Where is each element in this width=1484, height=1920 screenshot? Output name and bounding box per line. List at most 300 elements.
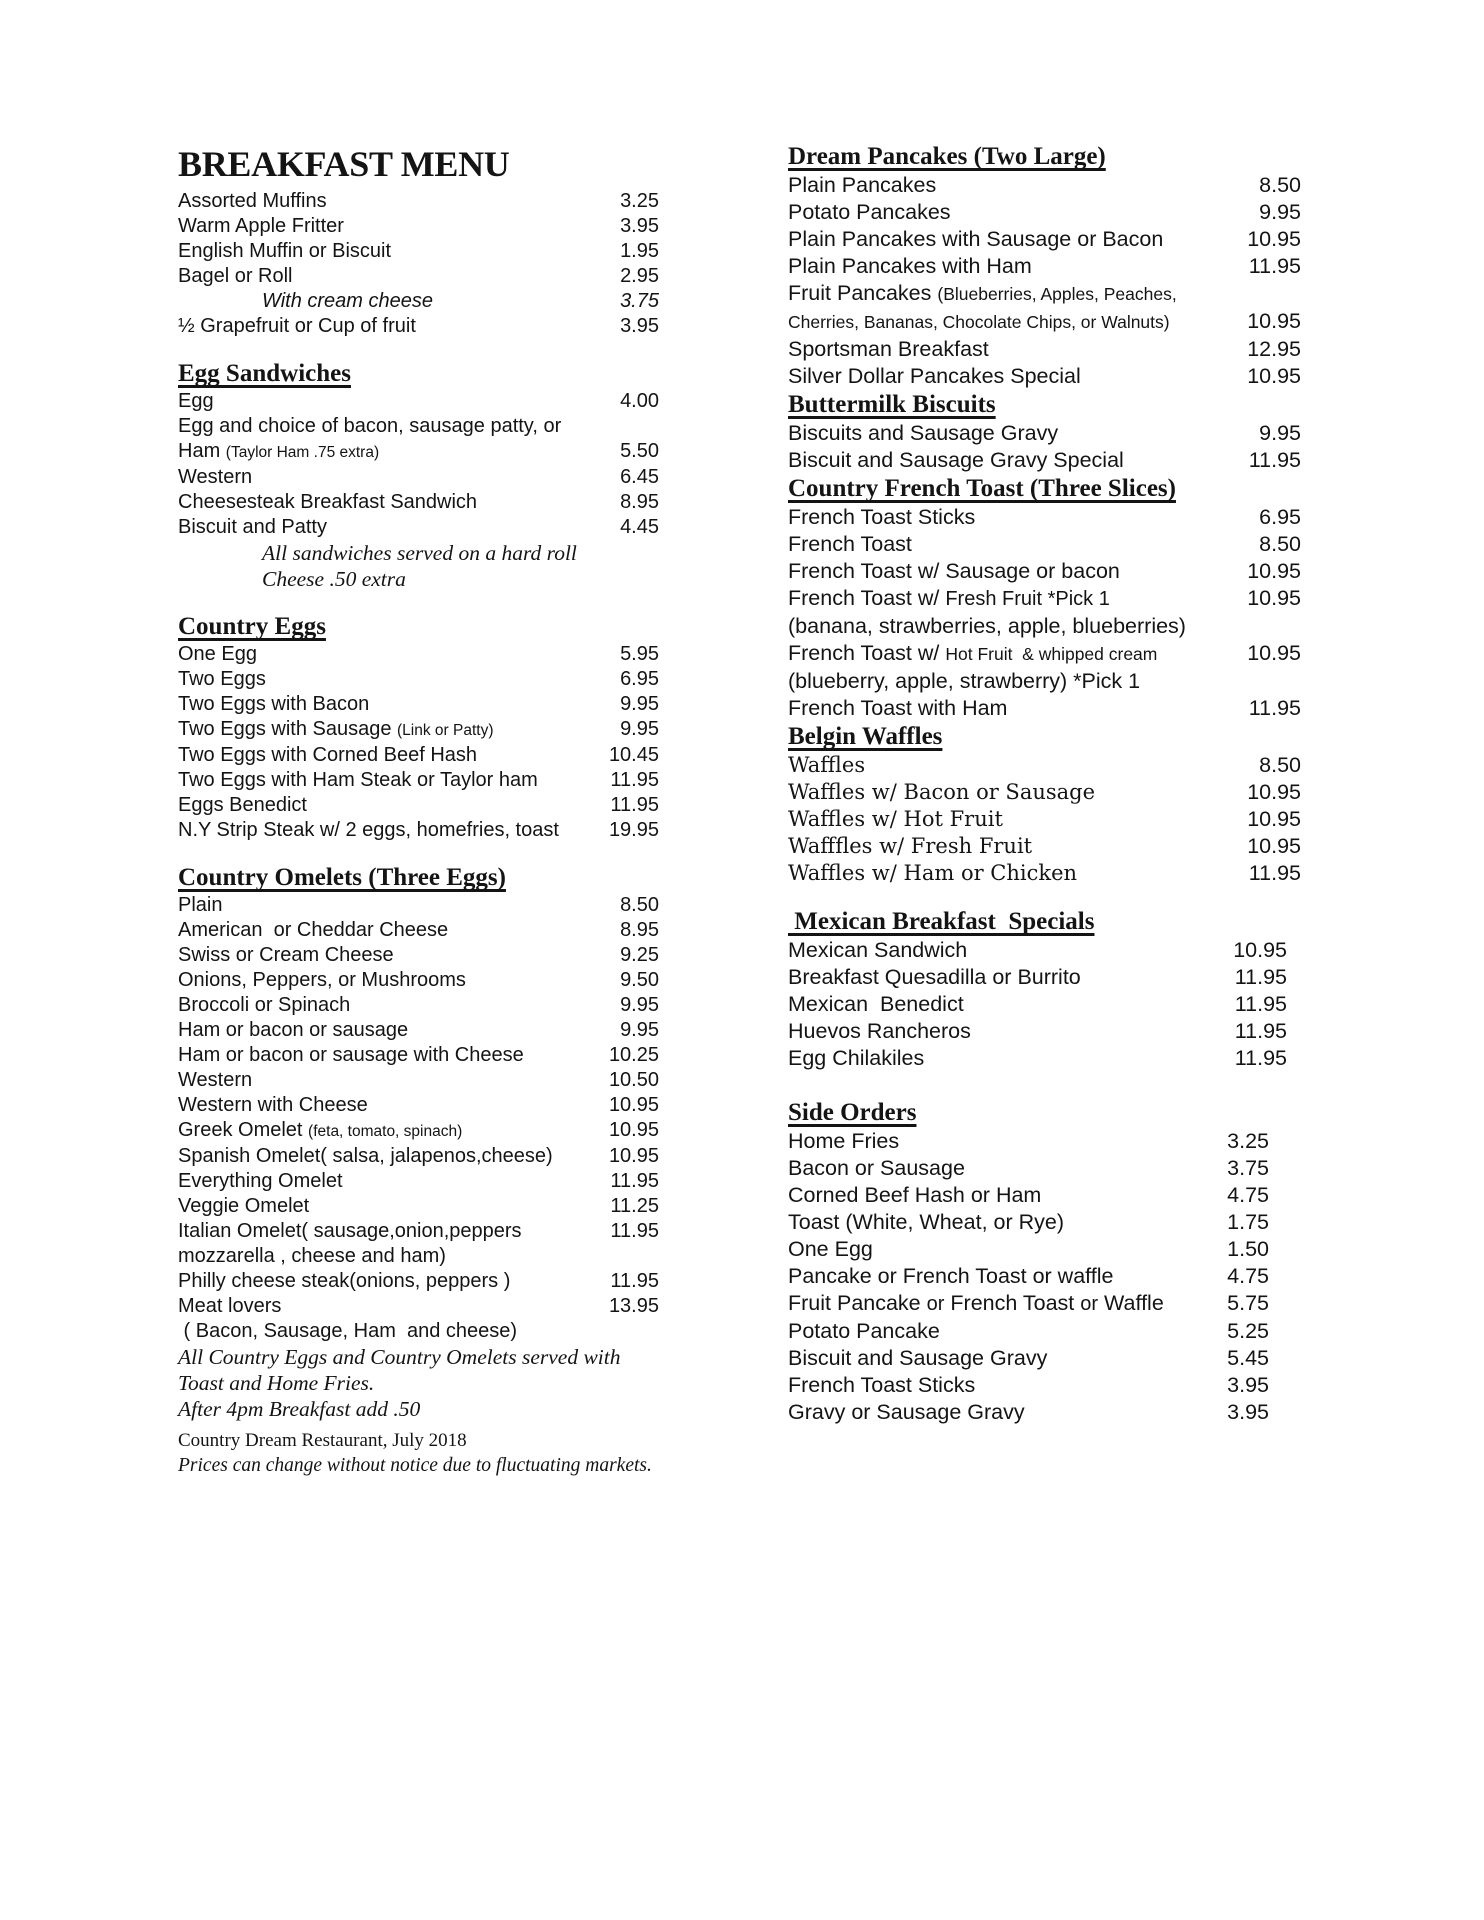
- item-name-text: Pancake or French Toast or waffle: [788, 1264, 1114, 1288]
- item-name-text: Two Eggs: [178, 668, 266, 690]
- menu-section: [788, 474, 1301, 722]
- item-price: 4.75: [1227, 1264, 1269, 1288]
- item-name: [788, 531, 912, 558]
- column-left: [178, 145, 659, 1422]
- item-name: [262, 566, 406, 592]
- item-price: 11.95: [1234, 1019, 1287, 1043]
- item-name: [788, 1018, 971, 1045]
- menu-item-row: [178, 1043, 659, 1068]
- item-name-text: Biscuit and Sausage Gravy Special: [788, 448, 1124, 472]
- menu-item-row: [178, 439, 659, 465]
- item-name-text: Waffles w/ Hot Fruit: [788, 807, 1003, 831]
- item-name-text: French Toast w/ Sausage or bacon: [788, 559, 1120, 583]
- menu-section: [788, 722, 1301, 887]
- menu-item-row: [178, 1093, 659, 1118]
- item-name-text: ½ Grapefruit or Cup of fruit: [178, 315, 416, 337]
- item-price: 4.75: [1227, 1183, 1269, 1207]
- item-name-text: Waffle: [1098, 1291, 1164, 1315]
- item-name: [178, 1194, 309, 1219]
- menu-item-row: [788, 199, 1301, 226]
- menu-item-row: [788, 640, 1301, 668]
- item-price: 10.95: [608, 1145, 659, 1167]
- menu-item-row: [178, 566, 659, 592]
- item-price: 5.45: [1227, 1346, 1269, 1370]
- item-name-text: Spanish Omelet( salsa, jalapenos,cheese): [178, 1145, 553, 1167]
- menu-item-row: [788, 806, 1301, 833]
- menu-item-row: [178, 389, 659, 414]
- menu-item-row: [788, 779, 1301, 806]
- item-price: 9.25: [620, 944, 659, 966]
- item-price: 10.95: [1247, 834, 1301, 858]
- item-name-text: Eggs Benedict: [178, 794, 307, 816]
- section-heading: [788, 1098, 1301, 1128]
- item-price: 11.95: [610, 1220, 659, 1242]
- menu-section: [788, 390, 1301, 474]
- item-price: 3.75: [620, 290, 659, 312]
- item-name-text: French Toast Sticks: [788, 1373, 976, 1397]
- menu-item-row: [178, 1319, 659, 1344]
- item-name: [178, 1169, 343, 1194]
- menu-item-row: [788, 937, 1301, 964]
- item-name-text: Warm Apple Fritter: [178, 215, 344, 237]
- item-price: 11.95: [1248, 254, 1301, 278]
- menu-item-row: [788, 363, 1301, 390]
- menu-item-row: [788, 447, 1301, 474]
- menu-item-row: [788, 226, 1301, 253]
- menu-item-row: [788, 308, 1301, 336]
- item-price: 4.00: [620, 390, 659, 412]
- item-name-text: Fruit Pancakes: [788, 281, 938, 305]
- item-name-text: Ham or bacon or sausage with Cheese: [178, 1044, 524, 1066]
- item-name-text: Everything Omelet: [178, 1170, 343, 1192]
- section-heading-text: Country Eggs: [178, 613, 326, 640]
- item-name-detail: (Taylor Ham .75 extra): [225, 444, 380, 461]
- menu-section: [178, 863, 659, 1422]
- menu-item-row: [788, 1236, 1301, 1263]
- item-price: 5.25: [1227, 1319, 1269, 1343]
- item-name-text: Waffles: [788, 753, 866, 777]
- item-name: [178, 1018, 408, 1043]
- item-name-detail: (Link or Patty): [397, 722, 494, 739]
- item-name-text: English Muffin or Biscuit: [178, 240, 392, 262]
- item-name: [178, 943, 394, 968]
- menu-item-row: [788, 1182, 1301, 1209]
- item-name-text: Greek Omelet: [178, 1119, 309, 1141]
- item-name: [178, 1294, 281, 1319]
- item-name: [178, 264, 293, 289]
- item-name-text: French Toast w/: [788, 641, 946, 665]
- item-price: 11.95: [1248, 696, 1301, 720]
- item-name-text: Toast (White, Wheat, or Rye): [788, 1210, 1064, 1234]
- item-name-text: Mexican Sandwich: [788, 938, 968, 962]
- menu-item-row: [178, 465, 659, 490]
- item-name-text: Assorted Muffins: [178, 190, 327, 212]
- item-name-text: Potato Pancakes: [788, 200, 951, 224]
- item-name-text: Meat lovers: [178, 1295, 282, 1317]
- item-price: 3.25: [1227, 1129, 1269, 1153]
- menu-item-row: [178, 189, 659, 214]
- item-name-detail: or: [926, 1293, 945, 1315]
- menu-item-row: [788, 860, 1301, 887]
- item-name-text: Corned Beef Hash or Ham: [788, 1183, 1042, 1207]
- item-price: 11.95: [610, 769, 659, 791]
- menu-item-row: [178, 515, 659, 540]
- menu-item-row: [788, 280, 1301, 308]
- item-name-text: Two Eggs with Sausage: [178, 718, 398, 740]
- item-price: 11.95: [1248, 448, 1301, 472]
- item-name-text: Western: [178, 466, 253, 488]
- item-price: 10.95: [1247, 364, 1301, 388]
- item-name-text: Biscuits and Sausage Gravy: [788, 421, 1059, 445]
- menu-item-row: [178, 717, 659, 743]
- menu-item-row: [178, 793, 659, 818]
- item-name-text: Huevos Rancheros: [788, 1019, 971, 1043]
- item-price: 8.50: [1259, 532, 1301, 556]
- item-price: 10.95: [608, 1094, 659, 1116]
- item-name-text: Italian Omelet( sausage,onion,peppers: [178, 1220, 522, 1242]
- section-heading-text: Egg Sandwiches: [178, 360, 351, 387]
- menu-item-row: [178, 943, 659, 968]
- item-name: [788, 226, 1163, 253]
- item-name: [178, 1319, 517, 1344]
- item-price: 6.95: [1259, 505, 1301, 529]
- menu-item-row: [178, 667, 659, 692]
- item-name-text: One Egg: [788, 1237, 873, 1261]
- item-name-text: Ham or bacon or sausage: [178, 1019, 409, 1041]
- menu-item-row: [178, 692, 659, 717]
- item-name: [178, 793, 307, 818]
- item-price: 9.95: [620, 1019, 659, 1041]
- item-price: 11.95: [1248, 861, 1301, 885]
- item-name: [788, 504, 975, 531]
- menu-item-row: [178, 1219, 659, 1244]
- item-name-text: Bagel or Roll: [178, 265, 293, 287]
- menu-item-row: [788, 1263, 1301, 1290]
- item-name-text: Bacon or Sausage: [788, 1156, 965, 1180]
- menu-item-row: [178, 1068, 659, 1093]
- item-name: [788, 937, 967, 964]
- item-name-text: Onions, Peppers, or Mushrooms: [178, 969, 466, 991]
- item-name: [178, 667, 266, 692]
- menu-item-row: [788, 833, 1301, 860]
- item-name: [788, 280, 1177, 308]
- item-name: [788, 1045, 924, 1072]
- item-name: [788, 1345, 1047, 1372]
- menu-item-row: [178, 1144, 659, 1169]
- footer-disclaimer: Prices can change without notice due to fluctuating markets.: [178, 1455, 652, 1476]
- section-heading-text: Dream Pancakes (Two Large): [788, 143, 1106, 170]
- item-name: [178, 768, 538, 793]
- menu-section: [788, 142, 1301, 390]
- item-price: 3.95: [620, 315, 659, 337]
- footer-restaurant-name: Country Dream Restaurant, July 2018: [178, 1430, 467, 1451]
- menu-item-row: [178, 314, 659, 339]
- item-name-text: All Country Eggs and Country Omelets served with: [178, 1345, 621, 1369]
- item-name: [788, 1318, 940, 1345]
- item-name: [178, 189, 327, 214]
- menu-item-row: [178, 264, 659, 289]
- item-price: 9.50: [620, 969, 659, 991]
- item-name-text: Wafffles w/ Fresh Fruit: [788, 834, 1033, 858]
- item-name-detail: (Blueberries, Apples, Peaches,: [937, 284, 1177, 304]
- item-price: 11.25: [610, 1195, 659, 1217]
- item-price: 11.95: [610, 794, 659, 816]
- item-name: [178, 239, 391, 264]
- item-name: [178, 1370, 374, 1396]
- section-heading: [788, 907, 1301, 937]
- item-price: 3.95: [1227, 1400, 1269, 1424]
- item-price: 1.95: [620, 240, 659, 262]
- item-name-text: American or Cheddar Cheese: [178, 919, 449, 941]
- item-name-text: French Toast: [944, 1291, 1081, 1315]
- item-name: [788, 1128, 899, 1155]
- item-name: [178, 1269, 510, 1294]
- section-heading: [788, 474, 1301, 504]
- item-name-text: Breakfast Quesadilla or Burrito: [788, 965, 1081, 989]
- item-price: 8.50: [1259, 753, 1301, 777]
- item-name-text: Waffles w/ Ham or Chicken: [788, 861, 1078, 885]
- menu-item-row: [178, 1244, 659, 1269]
- item-name: [178, 1396, 420, 1422]
- item-name: [788, 1263, 1113, 1290]
- item-price: 10.50: [608, 1069, 659, 1091]
- menu-item-row: [788, 504, 1301, 531]
- menu-item-row: [178, 214, 659, 239]
- item-price: 10.95: [1247, 559, 1301, 583]
- item-price: 19.95: [608, 819, 659, 841]
- item-name: [788, 991, 964, 1018]
- item-name: [178, 692, 369, 717]
- item-price: 10.95: [1247, 780, 1301, 804]
- section-heading-text: Country French Toast (Three Slices): [788, 475, 1176, 502]
- item-name: [178, 414, 561, 439]
- item-name-text: Toast and Home Fries.: [178, 1371, 375, 1395]
- item-price: 5.75: [1227, 1291, 1269, 1315]
- item-name: [788, 695, 1007, 722]
- menu-item-row: [178, 1018, 659, 1043]
- menu-item-row: [178, 1370, 659, 1396]
- menu-section: [788, 1098, 1301, 1426]
- menu-item-row: [788, 695, 1301, 722]
- item-name-text: Waffles w/ Bacon or Sausage: [788, 780, 1096, 804]
- menu-item-row: [178, 1169, 659, 1194]
- item-price: 3.95: [1227, 1373, 1269, 1397]
- section-heading-text: Belgin Waffles: [788, 723, 943, 750]
- item-price: 1.50: [1227, 1237, 1269, 1261]
- footer: [178, 1428, 652, 1479]
- item-name: [788, 1155, 965, 1182]
- item-name: [178, 717, 494, 743]
- menu-item-row: [178, 768, 659, 793]
- item-name-detail: (feta, tomato, spinach): [308, 1123, 463, 1140]
- item-price: 11.95: [1234, 992, 1287, 1016]
- item-name-text: Plain Pancakes with Ham: [788, 254, 1032, 278]
- item-price: 10.25: [608, 1044, 659, 1066]
- menu-item-row: [788, 1345, 1301, 1372]
- section-heading: [178, 863, 659, 893]
- item-name-text: Mexican Benedict: [788, 992, 964, 1016]
- item-name-text: N.Y Strip Steak w/ 2 eggs, homefries, toast: [178, 819, 559, 841]
- item-name-text: Egg and choice of bacon, sausage patty, or: [178, 415, 562, 437]
- item-name: [788, 420, 1058, 447]
- item-name: [178, 1144, 553, 1169]
- item-price: 10.95: [1247, 807, 1301, 831]
- item-name: [788, 1209, 1064, 1236]
- item-name-detail: Fresh Fruit *Pick 1: [945, 588, 1110, 610]
- menu-item-row: [788, 1399, 1301, 1426]
- menu-item-row: [178, 642, 659, 667]
- item-name-text: Plain Pancakes with Sausage or Bacon: [788, 227, 1164, 251]
- item-name-text: Philly cheese steak(onions, peppers ): [178, 1270, 511, 1292]
- item-name: [178, 439, 379, 465]
- section-heading: [178, 359, 659, 389]
- menu-item-row: [178, 540, 659, 566]
- item-name-text: Veggie Omelet: [178, 1195, 310, 1217]
- menu-item-row: [788, 253, 1301, 280]
- item-price: 6.45: [620, 466, 659, 488]
- menu-item-row: [178, 1118, 659, 1144]
- item-name-text: Swiss or Cream Cheese: [178, 944, 394, 966]
- item-name: [178, 968, 466, 993]
- menu-item-row: [178, 414, 659, 439]
- item-name-text: Broccoli or Spinach: [178, 994, 351, 1016]
- item-name: [262, 540, 577, 566]
- menu-item-row: [788, 1318, 1301, 1345]
- item-name: [788, 1236, 873, 1263]
- item-price: 1.75: [1227, 1210, 1269, 1234]
- item-name: [788, 640, 1157, 668]
- item-name-text: French Toast Sticks: [788, 505, 976, 529]
- item-name-text: Biscuit and Sausage Gravy: [788, 1346, 1048, 1370]
- menu-item-row: [178, 993, 659, 1018]
- menu-item-row: [788, 991, 1301, 1018]
- item-price: 4.45: [620, 516, 659, 538]
- menu-item-row: [178, 1344, 659, 1370]
- item-name-text: Silver Dollar Pancakes Special: [788, 364, 1081, 388]
- item-price: 9.95: [1259, 200, 1301, 224]
- item-price: 9.95: [620, 693, 659, 715]
- menu-item-row: [788, 1290, 1301, 1318]
- item-name: [788, 668, 1140, 695]
- item-name-text: Plain Pancakes: [788, 173, 937, 197]
- item-name-text: (blueberry, apple, strawberry) *Pick 1: [788, 669, 1141, 693]
- menu-item-row: [788, 420, 1301, 447]
- item-name: [788, 363, 1081, 390]
- item-name-text: ( Bacon, Sausage, Ham and cheese): [178, 1320, 518, 1342]
- menu-item-row: [178, 490, 659, 515]
- section-heading-text: Mexican Breakfast Specials: [788, 908, 1095, 935]
- menu-item-row: [178, 743, 659, 768]
- item-name: [178, 1118, 462, 1144]
- item-price: 3.95: [620, 215, 659, 237]
- item-name: [178, 1244, 446, 1269]
- item-name: [788, 752, 865, 779]
- item-name-text: Sportsman Breakfast: [788, 337, 989, 361]
- item-name-text: Cheesesteak Breakfast Sandwich: [178, 491, 478, 513]
- item-name-text: (banana, strawberries, apple, blueberries): [788, 614, 1186, 638]
- menu-item-row: [788, 1018, 1301, 1045]
- item-name: [788, 1182, 1041, 1209]
- menu-item-row: [788, 752, 1301, 779]
- menu-section: [178, 612, 659, 843]
- menu-section: [788, 907, 1301, 1072]
- item-name: [788, 964, 1081, 991]
- item-price: 9.95: [620, 718, 659, 740]
- item-name: [262, 289, 433, 314]
- menu-item-row: [178, 239, 659, 264]
- item-name-text: Western: [178, 1069, 253, 1091]
- item-name-text: Cheese .50 extra: [262, 567, 406, 591]
- item-name: [178, 642, 257, 667]
- item-price: 10.95: [1247, 586, 1301, 610]
- item-name: [788, 860, 1077, 887]
- item-name-text: Egg: [178, 390, 214, 412]
- item-name: [178, 1093, 368, 1118]
- item-name-text: Biscuit and Patty: [178, 516, 327, 538]
- item-name: [788, 585, 1110, 613]
- item-price: 11.95: [1234, 1046, 1287, 1070]
- item-price: 5.95: [620, 643, 659, 665]
- section-heading-text: Side Orders: [788, 1099, 917, 1126]
- item-name-text: mozzarella , cheese and ham): [178, 1245, 446, 1267]
- item-name-text: Fruit Pancake: [788, 1291, 927, 1315]
- item-name: [788, 833, 1032, 860]
- menu-item-row: [788, 613, 1301, 640]
- item-name: [178, 918, 448, 943]
- item-price: 10.95: [1247, 309, 1301, 333]
- item-name: [178, 314, 416, 339]
- item-name: [178, 389, 214, 414]
- item-name: [788, 1290, 1164, 1318]
- menu-item-row: [178, 1194, 659, 1219]
- menu-item-row: [788, 1155, 1301, 1182]
- item-name-text: With cream cheese: [262, 290, 433, 312]
- item-name: [178, 214, 344, 239]
- menu-item-row: [788, 336, 1301, 363]
- item-name: [178, 465, 252, 490]
- item-name-text: Two Eggs with Corned Beef Hash: [178, 744, 478, 766]
- item-price: 8.95: [620, 919, 659, 941]
- item-price: 10.45: [608, 744, 659, 766]
- menu-item-row: [788, 668, 1301, 695]
- menu-item-row: [788, 1045, 1301, 1072]
- item-price: 9.95: [620, 994, 659, 1016]
- item-name-text: French Toast w/: [788, 586, 946, 610]
- item-name: [788, 253, 1032, 280]
- item-name: [788, 1399, 1025, 1426]
- item-name: [178, 1068, 252, 1093]
- menu-item-row: [178, 893, 659, 918]
- section-heading: [178, 612, 659, 642]
- item-price: 3.25: [620, 190, 659, 212]
- item-name: [788, 558, 1120, 585]
- section-heading: [788, 722, 1301, 752]
- item-name: [788, 806, 1003, 833]
- menu-item-row: [788, 531, 1301, 558]
- menu-item-row: [178, 1396, 659, 1422]
- item-price: 6.95: [620, 668, 659, 690]
- item-name-text: All sandwiches served on a hard roll: [262, 541, 577, 565]
- section-heading-text: Buttermilk Biscuits: [788, 391, 996, 418]
- item-name-text: Plain: [178, 894, 223, 916]
- item-name: [178, 1043, 524, 1068]
- item-price: 10.95: [608, 1119, 659, 1141]
- item-price: 10.95: [1233, 938, 1287, 962]
- item-name: [178, 515, 327, 540]
- menu-item-row: [178, 1294, 659, 1319]
- item-price: 5.50: [620, 440, 659, 462]
- item-name-detail: or: [1080, 1293, 1099, 1315]
